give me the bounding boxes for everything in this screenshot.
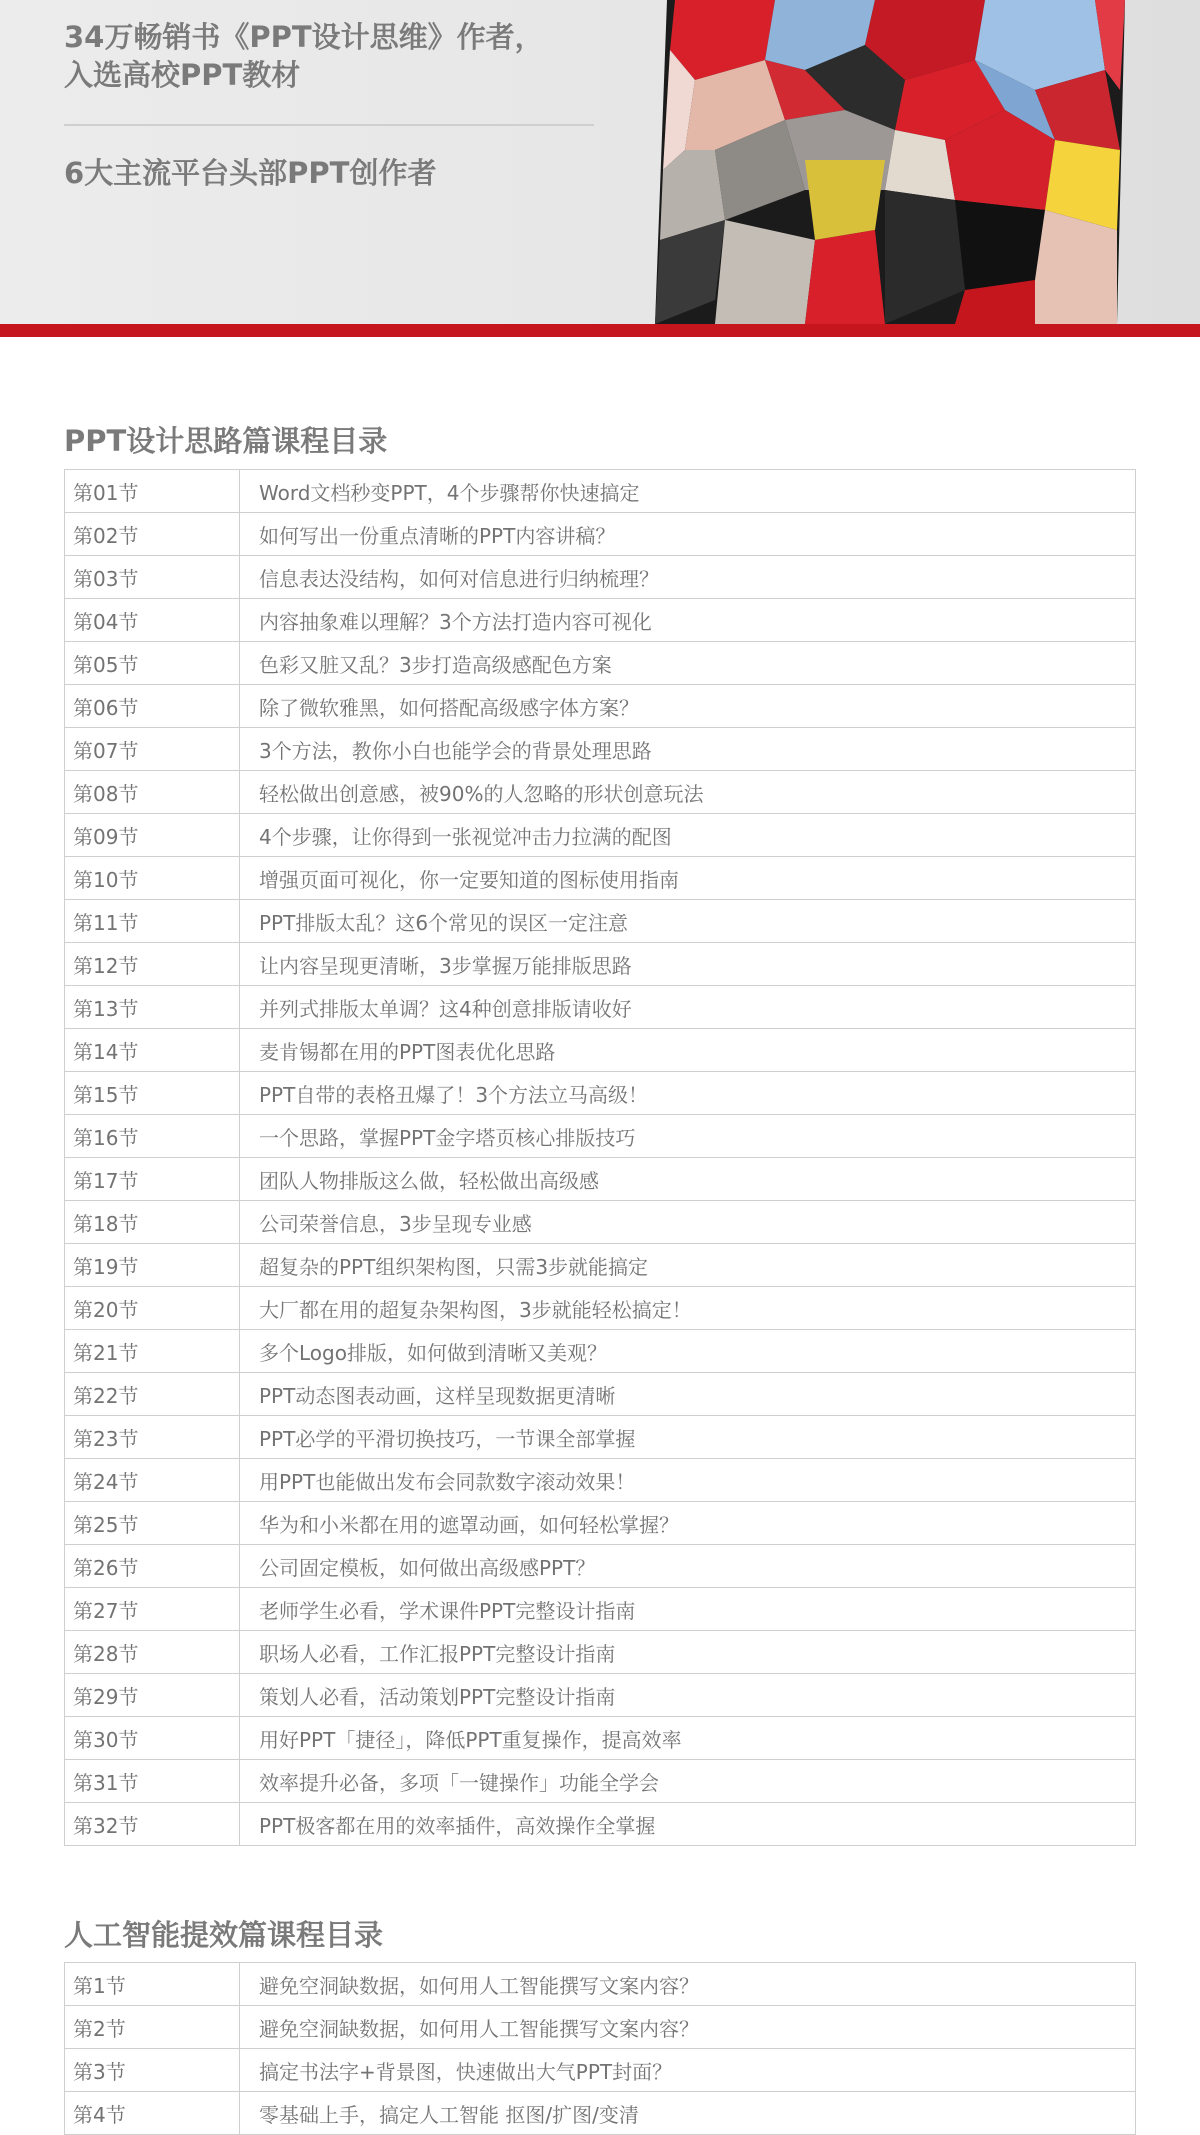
table-row (65, 642, 1136, 685)
lesson-title: 避免空洞缺数据，如何用人工智能撰写文案内容？ (240, 1963, 1136, 2006)
section-title: PPT设计思路篇课程目录 (64, 424, 388, 458)
table-row (65, 1963, 1136, 2006)
accent-bar (0, 324, 1200, 337)
lesson-number: 第11节 (65, 900, 240, 943)
table-row (65, 685, 1136, 728)
lesson-title: 4个步骤，让你得到一张视觉冲击力拉满的配图 (240, 814, 1136, 857)
bio-line: 34万畅销书《PPT设计思维》作者， (64, 20, 544, 54)
table-row (65, 1674, 1136, 1717)
lesson-number: 第31节 (65, 1760, 240, 1803)
table-row (65, 599, 1136, 642)
lesson-title: 避免空洞缺数据，如何用人工智能撰写文案内容？ (240, 2006, 1136, 2049)
lesson-title: 一个思路，掌握PPT金字塔页核心排版技巧 (240, 1115, 1136, 1158)
lesson-number: 第03节 (65, 556, 240, 599)
lesson-number: 第18节 (65, 1201, 240, 1244)
table-row (65, 900, 1136, 943)
lesson-number: 第29节 (65, 1674, 240, 1717)
table-row (65, 2006, 1136, 2049)
table-row (65, 1760, 1136, 1803)
lesson-title: 效率提升必备，多项「一键操作」功能全学会 (240, 1760, 1136, 1803)
lesson-title: 3个方法，教你小白也能学会的背景处理思路 (240, 728, 1136, 771)
table-row (65, 1201, 1136, 1244)
lesson-number: 第20节 (65, 1287, 240, 1330)
bio-line: 6大主流平台头部PPT创作者 (64, 156, 437, 190)
lesson-number: 第27节 (65, 1588, 240, 1631)
lesson-title: PPT极客都在用的效率插件，高效操作全掌握 (240, 1803, 1136, 1846)
author-bio (64, 18, 594, 192)
lesson-title: 搞定书法字+背景图，快速做出大气PPT封面？ (240, 2049, 1136, 2092)
course-catalog-table (64, 1962, 1136, 2135)
lesson-title: 团队人物排版这么做，轻松做出高级感 (240, 1158, 1136, 1201)
lesson-title: 公司荣誉信息，3步呈现专业感 (240, 1201, 1136, 1244)
lesson-title: 多个Logo排版，如何做到清晰又美观？ (240, 1330, 1136, 1373)
lesson-title: 并列式排版太单调？这4种创意排版请收好 (240, 986, 1136, 1029)
lesson-number: 第04节 (65, 599, 240, 642)
lesson-number: 第4节 (65, 2092, 240, 2135)
table-row (65, 1244, 1136, 1287)
lesson-number: 第14节 (65, 1029, 240, 1072)
table-row (65, 771, 1136, 814)
lesson-number: 第32节 (65, 1803, 240, 1846)
table-row (65, 1717, 1136, 1760)
lesson-title: 内容抽象难以理解？3个方法打造内容可视化 (240, 599, 1136, 642)
lesson-number: 第02节 (65, 513, 240, 556)
lesson-title: 策划人必看，活动策划PPT完整设计指南 (240, 1674, 1136, 1717)
table-row (65, 1545, 1136, 1588)
course-catalog-table (64, 469, 1136, 1846)
lesson-number: 第25节 (65, 1502, 240, 1545)
lesson-title: 信息表达没结构，如何对信息进行归纳梳理？ (240, 556, 1136, 599)
lesson-number: 第07节 (65, 728, 240, 771)
table-row (65, 814, 1136, 857)
lesson-number: 第15节 (65, 1072, 240, 1115)
table-row (65, 986, 1136, 1029)
table-row (65, 2092, 1136, 2135)
lesson-number: 第19节 (65, 1244, 240, 1287)
lesson-number: 第22节 (65, 1373, 240, 1416)
lesson-number: 第08节 (65, 771, 240, 814)
table-row (65, 1330, 1136, 1373)
table-row (65, 1416, 1136, 1459)
bio-line: 入选高校PPT教材 (64, 58, 301, 92)
lesson-title: PPT动态图表动画，这样呈现数据更清晰 (240, 1373, 1136, 1416)
table-row (65, 1803, 1136, 1846)
lesson-title: 老师学生必看，学术课件PPT完整设计指南 (240, 1588, 1136, 1631)
lesson-number: 第12节 (65, 943, 240, 986)
table-row (65, 1631, 1136, 1674)
section-title: 人工智能提效篇课程目录 (64, 1918, 384, 1952)
lesson-title: Word文档秒变PPT，4个步骤帮你快速搞定 (240, 470, 1136, 513)
table-row (65, 1502, 1136, 1545)
lesson-title: 轻松做出创意感，被90%的人忽略的形状创意玩法 (240, 771, 1136, 814)
table-row (65, 728, 1136, 771)
table-row (65, 470, 1136, 513)
lesson-title: 让内容呈现更清晰，3步掌握万能排版思路 (240, 943, 1136, 986)
table-row (65, 1287, 1136, 1330)
table-row (65, 1029, 1136, 1072)
lesson-title: 色彩又脏又乱？3步打造高级感配色方案 (240, 642, 1136, 685)
table-row (65, 1588, 1136, 1631)
lesson-number: 第13节 (65, 986, 240, 1029)
lesson-title: 公司固定模板，如何做出高级感PPT？ (240, 1545, 1136, 1588)
lesson-number: 第1节 (65, 1963, 240, 2006)
lesson-number: 第26节 (65, 1545, 240, 1588)
lesson-title: PPT自带的表格丑爆了！3个方法立马高级！ (240, 1072, 1136, 1115)
lesson-number: 第16节 (65, 1115, 240, 1158)
table-row (65, 1373, 1136, 1416)
lesson-number: 第21节 (65, 1330, 240, 1373)
lesson-title: PPT必学的平滑切换技巧，一节课全部掌握 (240, 1416, 1136, 1459)
lesson-number: 第23节 (65, 1416, 240, 1459)
lesson-title: 零基础上手，搞定人工智能 抠图/扩图/变清 (240, 2092, 1136, 2135)
lesson-title: 用好PPT「捷径」，降低PPT重复操作，提高效率 (240, 1717, 1136, 1760)
lesson-number: 第30节 (65, 1717, 240, 1760)
table-row (65, 857, 1136, 900)
lesson-number: 第17节 (65, 1158, 240, 1201)
hero-divider (64, 124, 594, 126)
table-row (65, 513, 1136, 556)
lesson-title: 如何写出一份重点清晰的PPT内容讲稿？ (240, 513, 1136, 556)
lesson-title: 华为和小米都在用的遮罩动画，如何轻松掌握？ (240, 1502, 1136, 1545)
lesson-title: 除了微软雅黑，如何搭配高级感字体方案？ (240, 685, 1136, 728)
lesson-title: 超复杂的PPT组织架构图，只需3步就能搞定 (240, 1244, 1136, 1287)
hero-banner (0, 0, 1200, 324)
lesson-number: 第28节 (65, 1631, 240, 1674)
lesson-title: 增强页面可视化，你一定要知道的图标使用指南 (240, 857, 1136, 900)
lesson-title: 大厂都在用的超复杂架构图，3步就能轻松搞定！ (240, 1287, 1136, 1330)
lesson-number: 第09节 (65, 814, 240, 857)
lesson-number: 第06节 (65, 685, 240, 728)
lesson-number: 第05节 (65, 642, 240, 685)
lesson-number: 第24节 (65, 1459, 240, 1502)
table-row (65, 1459, 1136, 1502)
lesson-number: 第2节 (65, 2006, 240, 2049)
lesson-number: 第01节 (65, 470, 240, 513)
lesson-title: 用PPT也能做出发布会同款数字滚动效果！ (240, 1459, 1136, 1502)
lesson-title: 职场人必看，工作汇报PPT完整设计指南 (240, 1631, 1136, 1674)
lesson-number: 第10节 (65, 857, 240, 900)
lesson-number: 第3节 (65, 2049, 240, 2092)
table-row (65, 1115, 1136, 1158)
table-row (65, 556, 1136, 599)
table-row (65, 1158, 1136, 1201)
lesson-title: 麦肯锡都在用的PPT图表优化思路 (240, 1029, 1136, 1072)
author-portrait (655, 0, 1135, 324)
table-row (65, 2049, 1136, 2092)
table-row (65, 943, 1136, 986)
table-row (65, 1072, 1136, 1115)
lesson-title: PPT排版太乱？这6个常见的误区一定注意 (240, 900, 1136, 943)
